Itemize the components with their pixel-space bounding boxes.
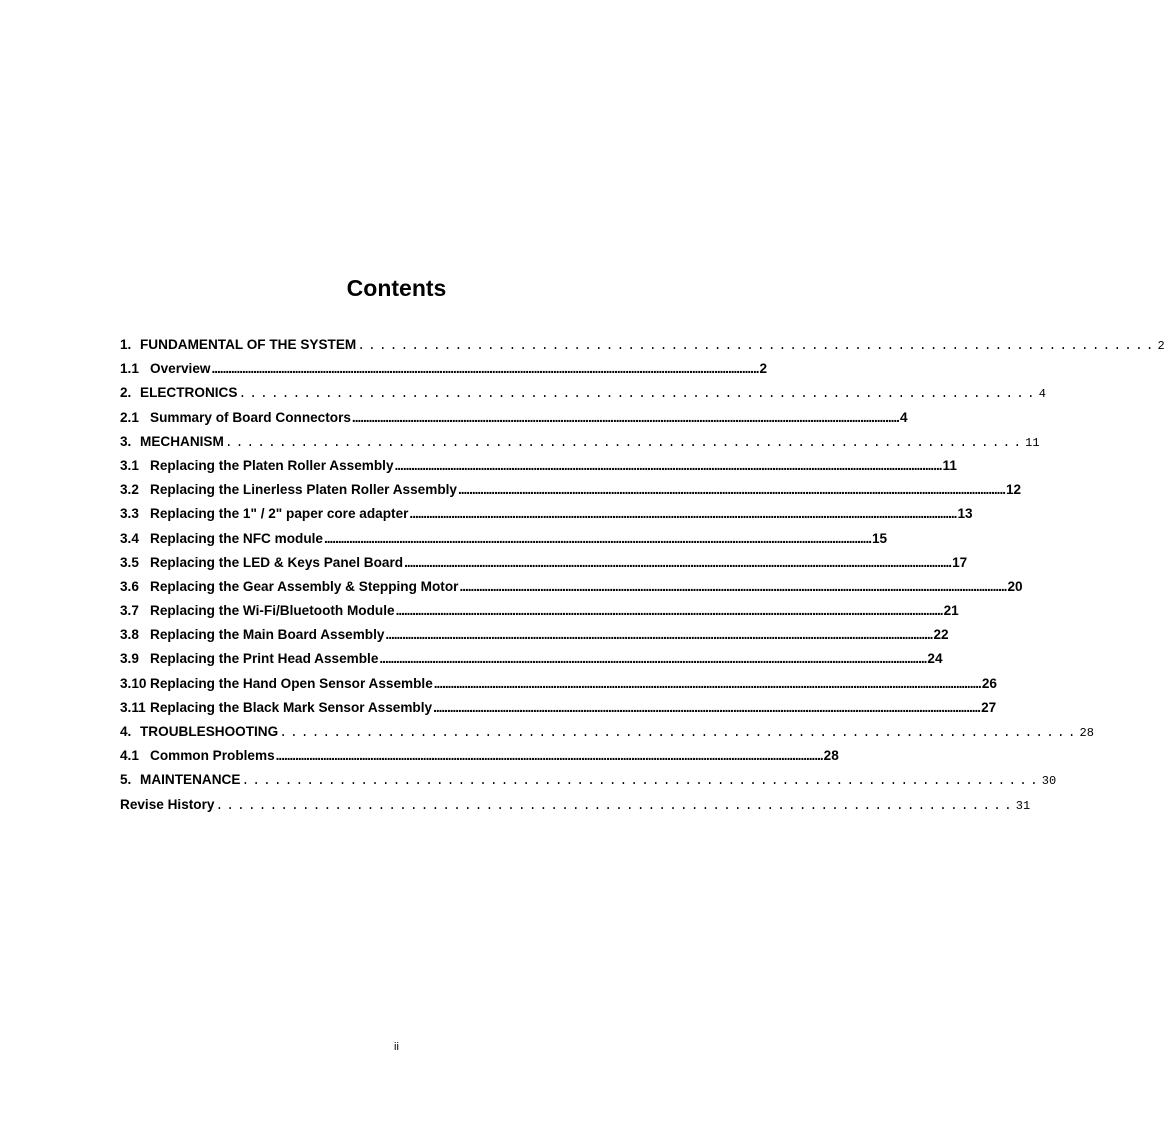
toc-entry-title: Replacing the Wi-Fi/Bluetooth Module [150,603,395,619]
toc-entry-fundamental[interactable] [120,337,1165,361]
toc-entry-gear-stepping-motor[interactable] [120,578,1023,603]
toc-leader-dots: ..................................................................................................................................................................................................... [385,627,933,643]
toc-entry-page: 11 [1025,435,1040,450]
toc-leader-dots: ..................................................................................................................................................................................................... [457,482,1005,498]
toc-leader-dots: ..................................................................................................................................................................................................... [433,675,981,691]
toc-entry-nfc-module[interactable] [120,530,888,555]
toc-entry-title: TROUBLESHOOTING [140,724,279,739]
toc-entry-page: 12 [1006,482,1022,498]
toc-entry-title: MAINTENANCE [140,772,241,788]
toc-entry-page: 13 [957,506,973,522]
toc-entry-number: 3.1 [120,457,139,473]
toc-entry-number: 3.2 [120,482,139,498]
toc-entry-title: Replacing the Print Head Assemble [150,651,379,667]
toc-entry-number: 3.7 [120,603,139,619]
toc-entry-number: 4. [120,724,132,739]
toc-entry-page: 31 [1015,798,1031,813]
toc-leader-dots: ..................................................................................................................................................................................................... [404,554,952,570]
toc-leader-dots: ..................................................................................................................................................................................................... [323,530,871,546]
toc-entry-title: Revise History [120,796,215,812]
toc-entry-number: 3.5 [120,554,139,570]
toc-leader-dots: .......................................................................... [279,725,1079,740]
toc-entry-revise-history[interactable] [120,796,1031,821]
toc-entry-title: Replacing the Gear Assembly & Stepping Motor [150,578,459,594]
toc-leader-dots: .......................................................................... [238,386,1038,402]
toc-leader-dots: ..................................................................................................................................................................................................... [459,578,1007,594]
toc-entry-number: 3.4 [120,530,139,546]
toc-entry-page: 4 [1038,387,1046,402]
toc-leader-dots: .......................................................................... [224,434,1025,450]
toc-entry-page: 2 [1157,339,1165,353]
toc-entry-maintenance[interactable] [120,772,1057,796]
toc-entry-title: ELECTRONICS [140,385,238,401]
toc-entry-page: 26 [981,675,997,691]
toc-entry-number: 3.8 [120,627,139,643]
toc-leader-dots: .......................................................................... [357,338,1157,353]
toc-entry-title: Replacing the Platen Roller Assembly [150,457,394,473]
toc-entry-print-head[interactable] [120,651,943,675]
toc-entry-number: 3.3 [120,506,139,522]
toc-entry-overview[interactable] [120,361,768,385]
toc-entry-number: 4.1 [120,748,139,764]
table-of-contents [120,337,1165,821]
toc-entry-title: Common Problems [150,748,275,764]
toc-entry-troubleshooting[interactable] [120,724,1094,748]
toc-entry-number: 3.9 [120,651,139,667]
toc-entry-wifi-bluetooth[interactable] [120,603,959,627]
toc-entry-page: 28 [823,748,839,764]
toc-entry-page: 20 [1007,578,1023,594]
toc-entry-page: 4 [899,409,908,425]
toc-entry-number: 3.11 [120,699,146,715]
toc-entry-board-connectors[interactable] [120,409,908,434]
toc-entry-number: 2. [120,385,132,401]
toc-entry-number: 1.1 [120,361,139,377]
toc-entry-number: 2.1 [120,409,139,425]
toc-entry-common-problems[interactable] [120,748,839,772]
toc-leader-dots: ..................................................................................................................................................................................................... [379,651,927,667]
toc-entry-title: Replacing the Linerless Platen Roller Assembly [150,482,457,498]
toc-entry-page: 21 [943,603,959,619]
toc-entry-title: Replacing the Black Mark Sensor Assembly [150,699,433,715]
toc-entry-page: 24 [927,651,943,667]
toc-entry-title: Replacing the LED & Keys Panel Board [150,554,404,570]
toc-entry-electronics[interactable] [120,385,1046,409]
toc-entry-title: Replacing the 1" / 2" paper core adapter [150,506,409,522]
toc-entry-title: Replacing the Hand Open Sensor Assemble [150,675,433,691]
toc-entry-title: Summary of Board Connectors [150,409,351,425]
toc-entry-hand-open-sensor[interactable] [120,675,997,700]
toc-leader-dots: .......................................................................... [215,797,1015,813]
toc-leader-dots: ..................................................................................................................................................................................................... [395,603,943,619]
toc-entry-title: Replacing the NFC module [150,530,323,546]
toc-entry-page: 11 [942,457,957,473]
page-number: ii [394,1041,399,1053]
toc-entry-page: 15 [872,530,888,546]
toc-leader-dots: ..................................................................................................................................................................................................... [211,361,759,377]
toc-entry-number: 3.6 [120,578,139,594]
toc-entry-mechanism[interactable] [120,433,1040,458]
toc-entry-page: 30 [1041,774,1057,789]
toc-entry-linerless-platen-roller[interactable] [120,482,1022,506]
toc-leader-dots: .......................................................................... [241,773,1041,789]
toc-entry-page: 17 [952,554,968,570]
toc-entry-number: 5. [120,772,132,788]
toc-entry-page: 2 [759,361,768,377]
toc-entry-page: 27 [981,699,997,715]
toc-leader-dots: ..................................................................................................................................................................................................... [409,506,957,522]
toc-entry-page: 28 [1079,726,1094,740]
page-title: Contents [346,275,447,301]
toc-entry-main-board[interactable] [120,627,949,651]
toc-entry-platen-roller[interactable] [120,457,957,482]
toc-leader-dots: ..................................................................................................................................................................................................... [275,748,823,764]
toc-leader-dots: ..................................................................................................................................................................................................... [394,457,942,473]
toc-leader-dots: ..................................................................................................................................................................................................... [433,699,981,715]
toc-entry-led-keys-panel[interactable] [120,554,968,579]
toc-entry-title: Replacing the Main Board Assembly [150,627,385,643]
toc-entry-title: Overview [150,361,211,377]
toc-leader-dots: ..................................................................................................................................................................................................... [351,409,899,425]
toc-entry-number: 3.10 [120,675,147,691]
toc-entry-paper-core-adapter[interactable] [120,506,973,530]
toc-entry-black-mark-sensor[interactable] [120,699,997,724]
toc-entry-number: 1. [120,337,132,352]
toc-entry-title: MECHANISM [140,433,224,449]
toc-entry-page: 22 [933,627,949,643]
toc-entry-number: 3. [120,433,132,449]
toc-entry-title: FUNDAMENTAL OF THE SYSTEM [140,337,357,352]
